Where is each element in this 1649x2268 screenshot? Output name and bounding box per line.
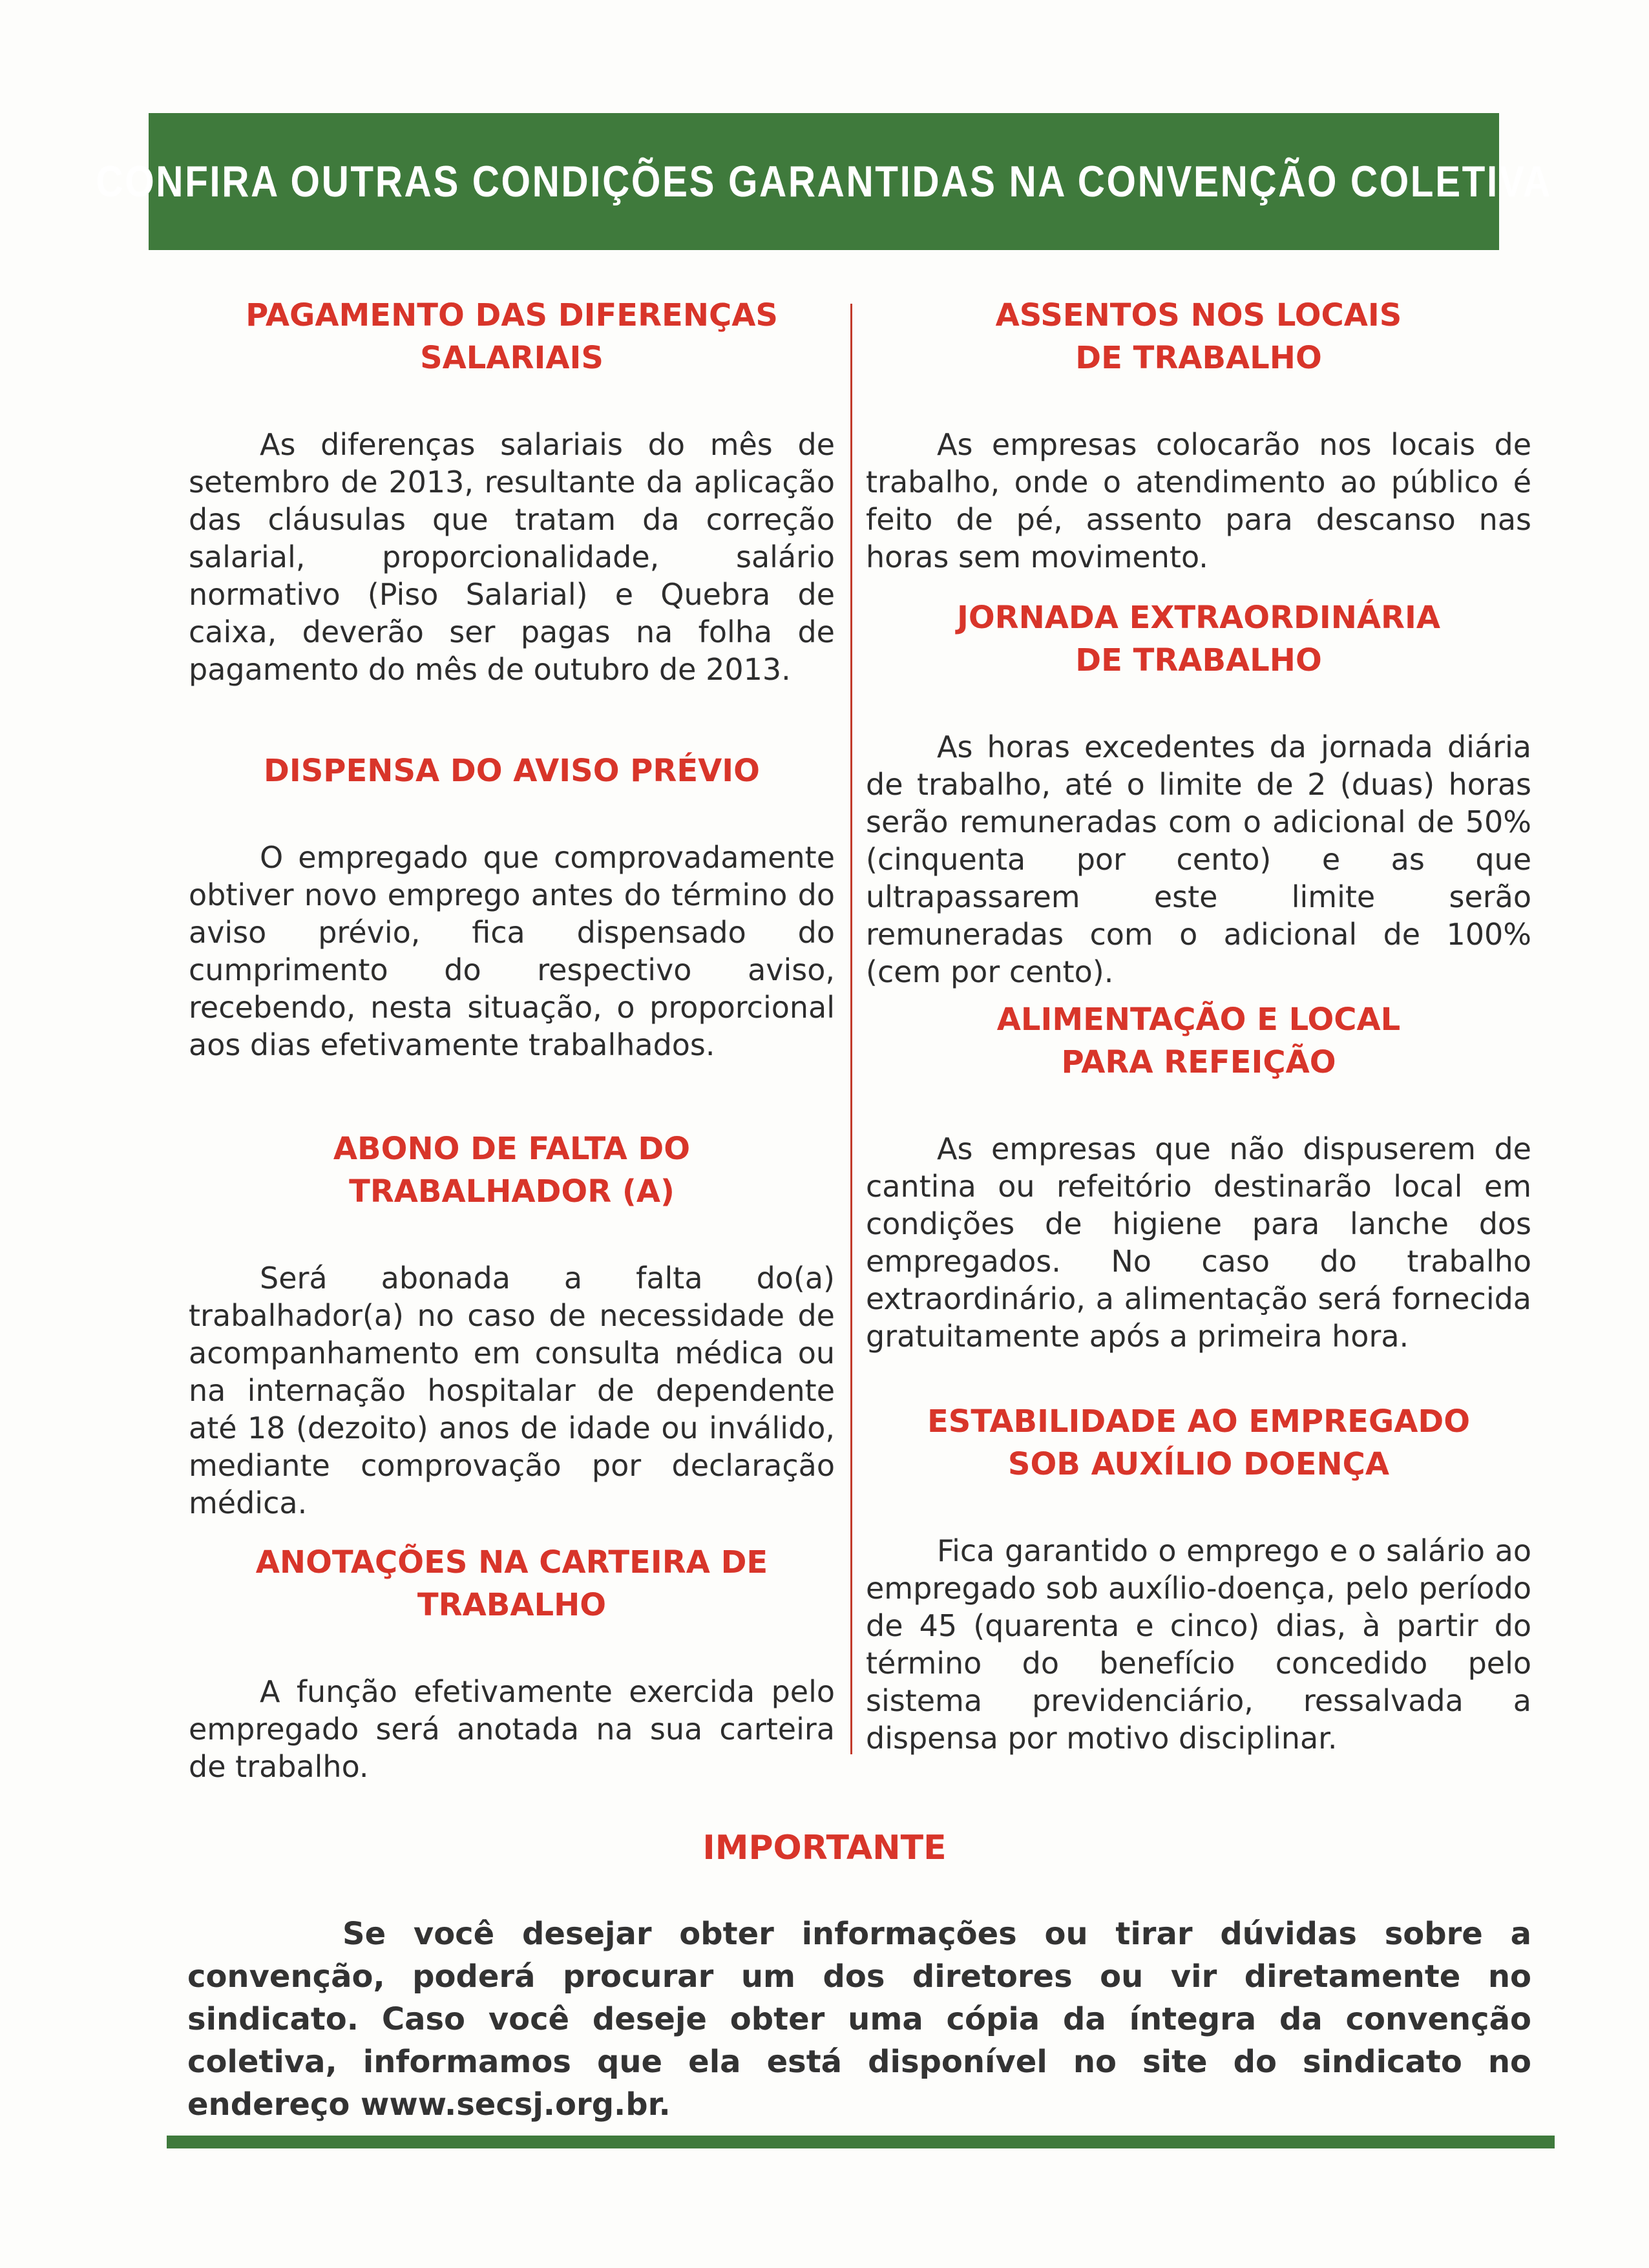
section-body: As horas excedentes da jornada diária de trabalho, até o limite de 2 (duas) horas serão remuneradas com o adicional de 50% (cinquenta por cento) e as que ultrapassarem este limite serão remuneradas com o adicional de 100% (cem por cento). bbox=[866, 730, 1531, 989]
section-title: PAGAMENTO DAS DIFERENÇAS SALARIAIS bbox=[246, 297, 778, 376]
section-estabilidade bbox=[866, 1400, 1531, 1757]
section-title: DISPENSA DO AVISO PRÉVIO bbox=[264, 753, 760, 789]
header-banner bbox=[96, 113, 1552, 250]
section-title: ASSENTOS NOS LOCAIS DE TRABALHO bbox=[995, 297, 1402, 376]
section-body: As empresas que não dispuserem de cantina ou refeitório destinarão local em condições de higiene para lanche dos empregados. No caso do trabalho extraordinário, a alimentação será fornecida gratuitamente após a primeira hora. bbox=[866, 1131, 1531, 1354]
section-title: ANOTAÇÕES NA CARTEIRA DE TRABALHO bbox=[255, 1544, 768, 1623]
section-body: As empresas colocarão nos locais de trabalho, onde o atendimento ao público é feito de pé, assento para descanso nas horas sem movimento. bbox=[866, 427, 1531, 574]
section-body: Será abonada a falta do(a) trabalhador(a) no caso de necessidade de acompanhamento em consulta médica ou na internação hospitalar de dependente até 18 (dezoito) anos de idade ou inválido, mediante comprovação por declaração médica. bbox=[189, 1261, 835, 1520]
important-body: Se você desejar obter informações ou tirar dúvidas sobre a convenção, poderá procurar um dos diretores ou vir diretamente no sindicato. Caso você deseje obter uma cópia da íntegra da convenção coletiva, informamos que ela está disponível no site do sindicato no endereço www.secsj.org.br. bbox=[187, 1916, 1531, 2123]
section-anotacoes-carteira bbox=[189, 1541, 835, 1785]
section-body: Fica garantido o emprego e o salário ao empregado sob auxílio-doença, pelo período de 45 (quarenta e cinco) dias, à partir do término do benefício concedido pelo sistema previdenciário, ressalvada a dispensa por motivo disciplinar. bbox=[866, 1533, 1531, 1756]
section-pagamento-diferencas bbox=[189, 294, 835, 688]
section-title: ALIMENTAÇÃO E LOCAL PARA REFEIÇÃO bbox=[996, 1002, 1401, 1080]
section-dispensa-aviso bbox=[189, 750, 835, 1064]
column-divider bbox=[850, 304, 852, 1754]
section-title: JORNADA EXTRAORDINÁRIA DE TRABALHO bbox=[956, 600, 1441, 678]
section-jornada-extra bbox=[866, 596, 1531, 991]
section-body: As diferenças salariais do mês de setembro de 2013, resultante da aplicação das cláusulas que tratam da correção salarial, proporcionalidade, salário normativo (Piso Salarial) e Quebra de caixa, deverão ser pagas na folha de pagamento do mês de outubro de 2013. bbox=[189, 427, 835, 687]
footer-bar bbox=[167, 2136, 1555, 2148]
section-alimentacao bbox=[866, 998, 1531, 1355]
section-body: A função efetivamente exercida pelo empregado será anotada na sua carteira de trabalho. bbox=[189, 1674, 835, 1784]
section-body: O empregado que comprovadamente obtiver novo emprego antes do término do aviso prévio, fica dispensado do cumprimento do respectivo aviso, recebendo, nesta situação, o proporcional aos dias efetivamente trabalhados. bbox=[189, 840, 835, 1062]
section-assentos bbox=[866, 294, 1531, 576]
banner-title: CONFIRA OUTRAS CONDIÇÕES GARANTIDAS NA CONVENÇÃO COLETIVA bbox=[96, 157, 1552, 206]
section-abono-falta bbox=[189, 1128, 835, 1522]
section-title: ESTABILIDADE AO EMPREGADO SOB AUXÍLIO DOENÇA bbox=[927, 1403, 1471, 1482]
section-title: ABONO DE FALTA DO TRABALHADOR (A) bbox=[333, 1131, 691, 1210]
important-title: IMPORTANTE bbox=[702, 1829, 947, 1867]
